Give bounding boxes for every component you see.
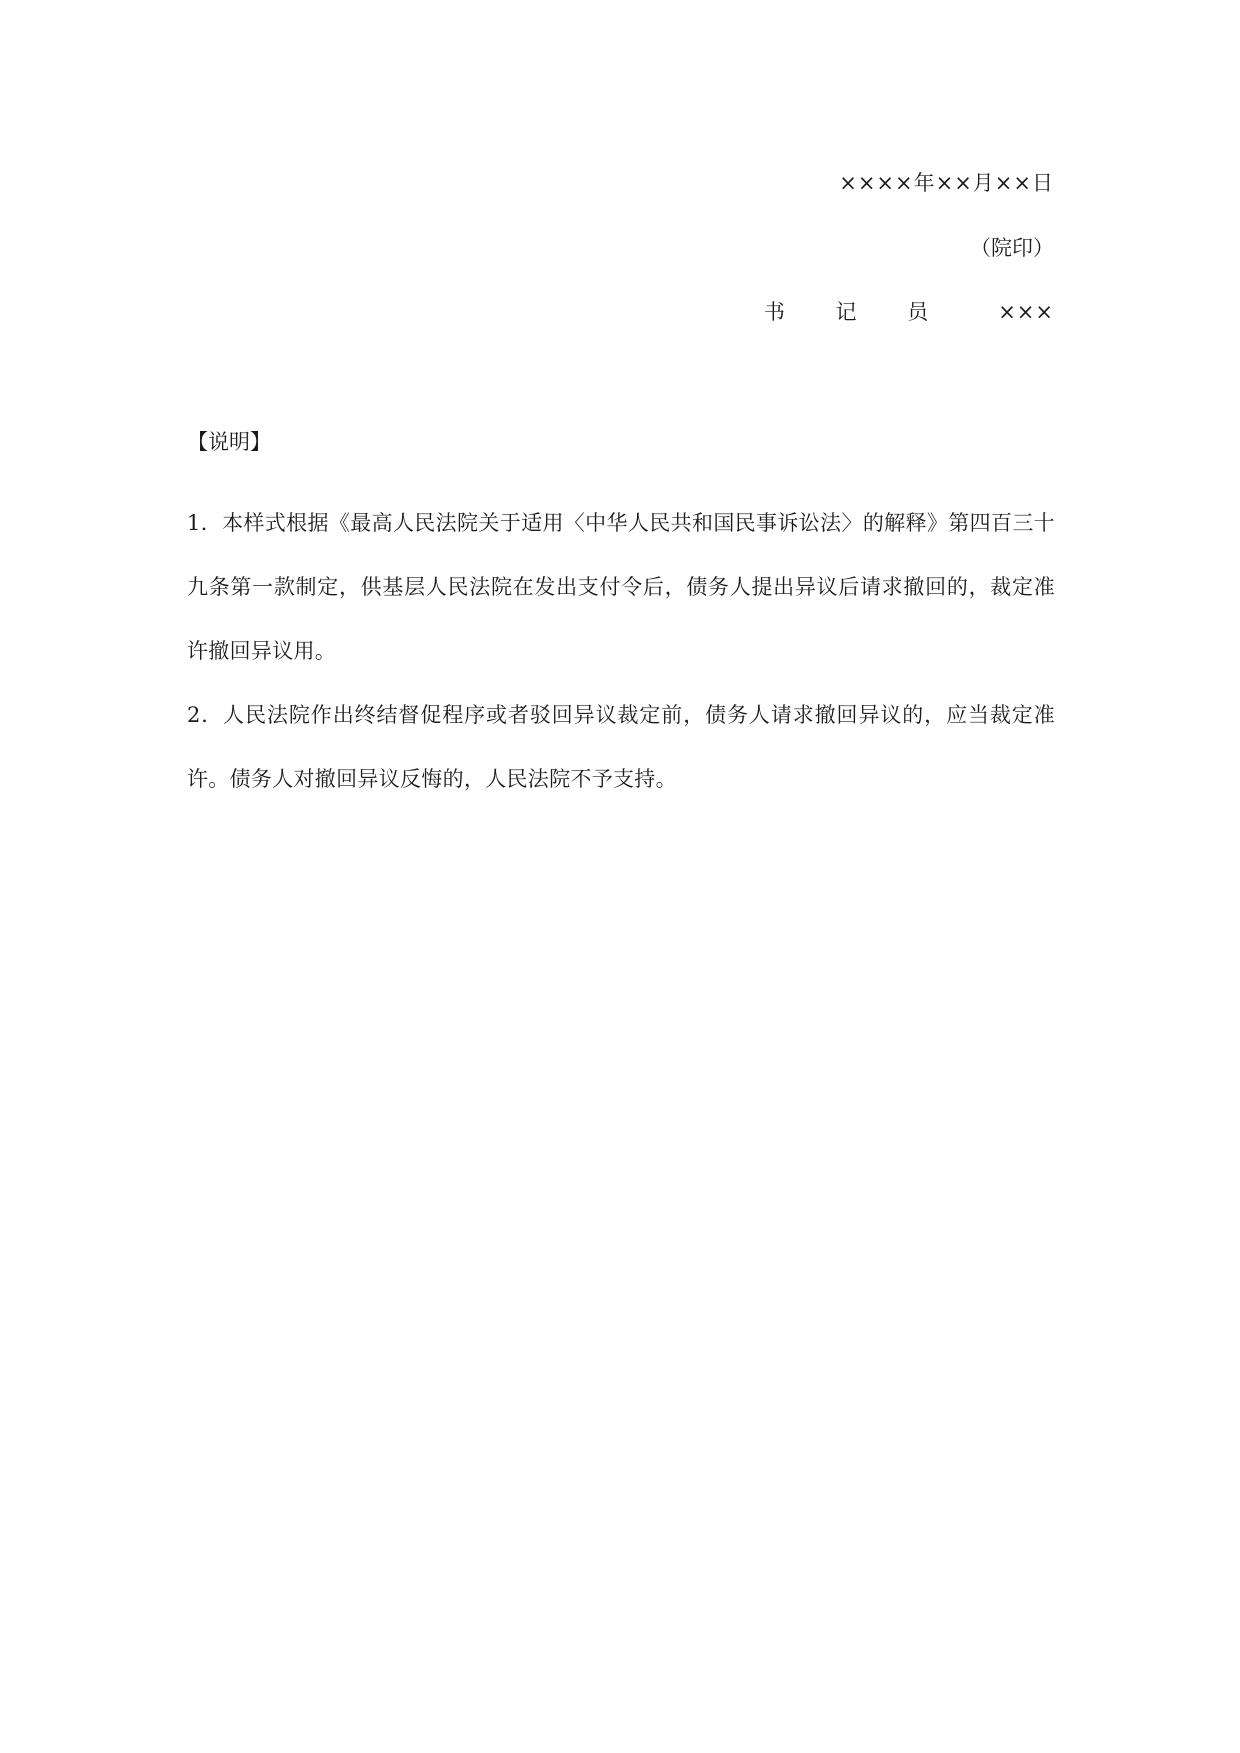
clerk-name: ××× xyxy=(998,300,1054,324)
clerk-title-char: 记 xyxy=(835,300,857,324)
explanation-item: 2．人民法院作出终结督促程序或者驳回异议裁定前，债务人请求撤回异议的，应当裁定准许。债务人对撤回异议反悔的，人民法院不予支持。 xyxy=(187,703,1055,791)
explanation-section xyxy=(187,432,1055,811)
explanation-item: 1．本样式根据《最高人民法院关于适用〈中华人民共和国民事诉讼法〉的解释》第四百三十九条第一款制定，供基层人民法院在发出支付令后，债务人提出异议后请求撤回的，裁定准许撤回异议用。 xyxy=(187,511,1055,663)
clerk-title xyxy=(764,302,972,323)
document-date: ××××年××月××日 xyxy=(839,171,1054,195)
clerk-signature-line xyxy=(764,302,1054,323)
explanation-heading: 【说明】 xyxy=(187,430,271,454)
clerk-title-char: 员 xyxy=(907,300,929,324)
clerk-title-char: 书 xyxy=(763,300,785,324)
court-seal-placeholder: （院印） xyxy=(970,236,1054,260)
